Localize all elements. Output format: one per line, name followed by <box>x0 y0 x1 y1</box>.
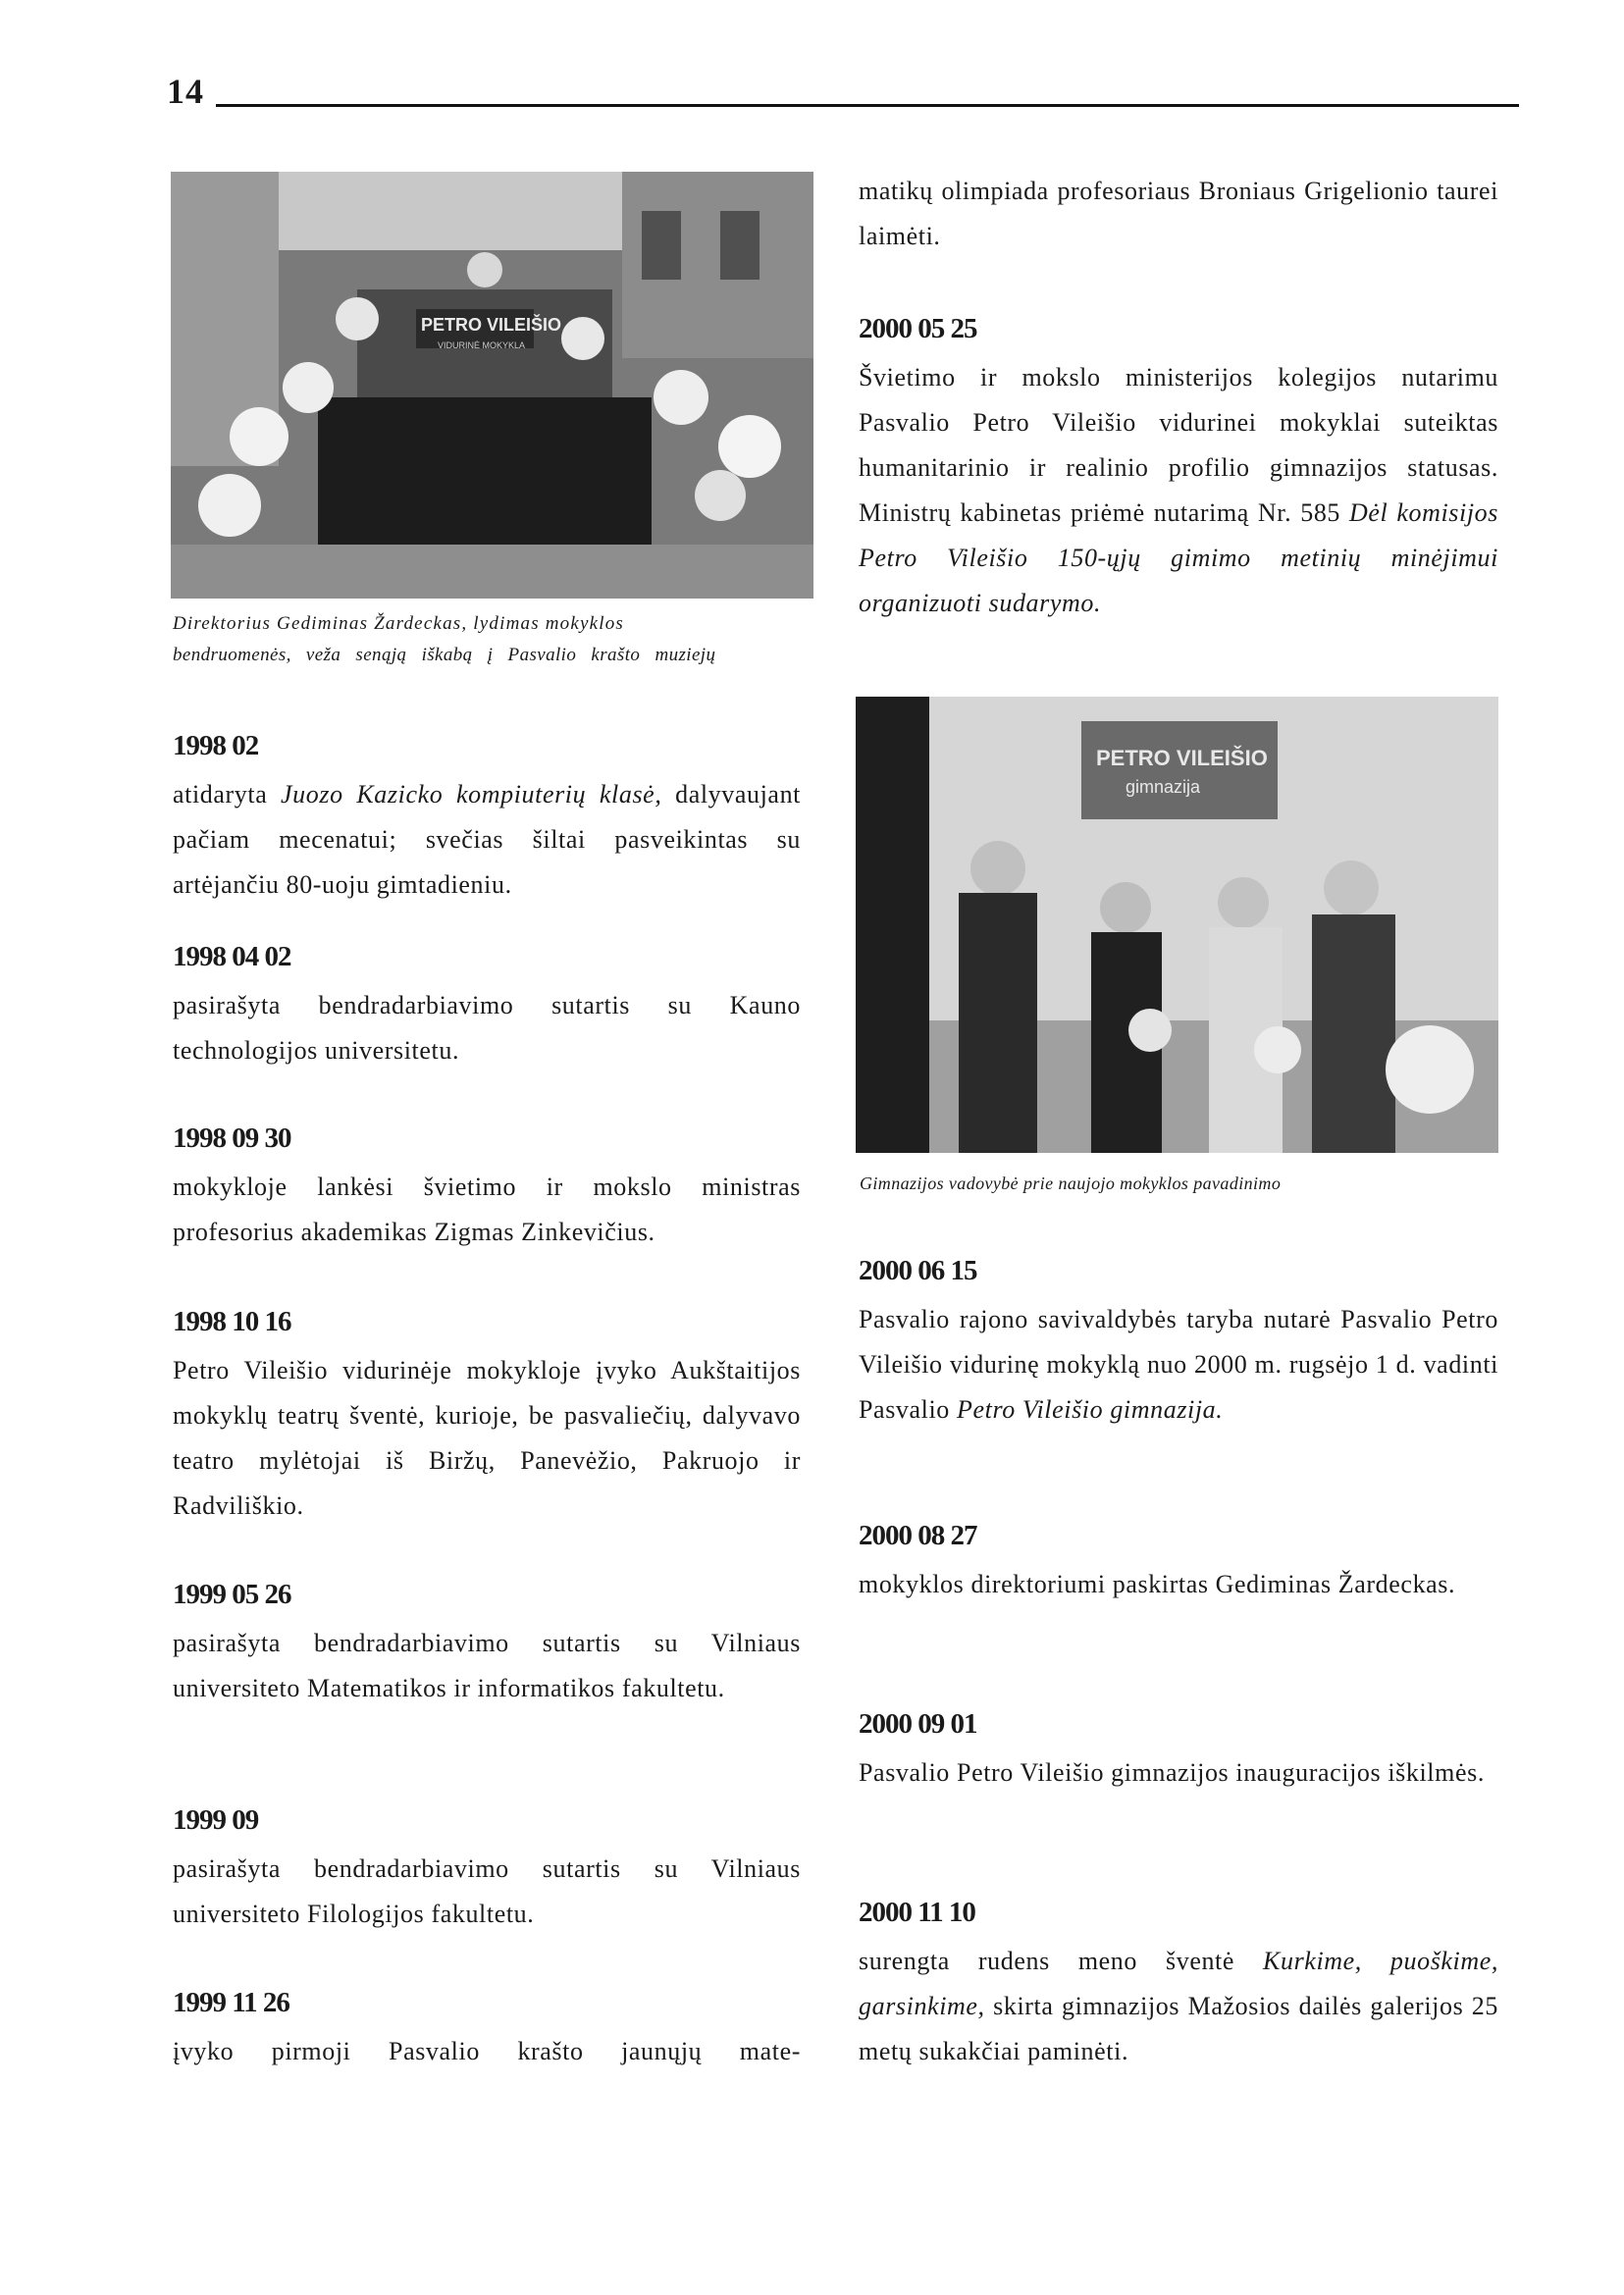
photo1-sign-text: PETRO VILEIŠIO <box>421 315 562 335</box>
entry-1999-05-26 <box>173 1578 801 1711</box>
entry-text-plain: Pasvalio rajono savivaldybės taryba nutarė Pasvalio Petro Vileišio vidurinę mokyklą nuo 2000 m. rugsėjo 1 d. vadinti Pasvalio <box>859 1305 1498 1424</box>
entry-date: 1999 11 26 <box>173 1987 289 2018</box>
entry-text: pasirašyta bendradarbiavimo sutartis su Vilniaus universiteto Filologijos fakultetu. <box>173 1854 801 1928</box>
page-number: 14 <box>167 72 204 111</box>
entry-text <box>859 1297 1498 1433</box>
entry-text-plain: skirta gimnazijos Mažosios dailės galerijos 25 metų sukakčiai paminėti. <box>859 1992 1498 2065</box>
entry-text <box>859 355 1498 626</box>
entry-1999-11-26 <box>173 1986 801 2074</box>
entry-text <box>173 772 801 908</box>
photo1-caption-line2: bendruomenės, veža senąją iškabą į Pasvalio krašto muziejų <box>173 645 716 665</box>
entry-text-plain: atidaryta <box>173 780 282 808</box>
entry-2000-09-01 <box>859 1707 1498 1796</box>
entry-2000-05-25 <box>859 312 1498 626</box>
entry-text <box>859 1939 1498 2074</box>
entry-text: įvyko pirmoji Pasvalio krašto jaunųjų mate- <box>173 2037 801 2065</box>
right-continuation <box>859 169 1498 259</box>
entry-date: 1999 09 <box>173 1804 259 1836</box>
entry-text-italic: Dėl komisijos Petro Vileišio 150-ųjų gimimo metinių minėjimui organizuoti sudarymo. <box>859 498 1498 617</box>
entry-1998-10-16 <box>173 1305 801 1529</box>
photo1-caption-line1: Direktorius Gediminas Žardeckas, lydimas mokyklos <box>173 613 625 634</box>
photo-procession <box>171 172 813 599</box>
entry-text: Pasvalio Petro Vileišio gimnazijos inauguracijos iškilmės. <box>859 1758 1485 1787</box>
entry-2000-08-27 <box>859 1519 1498 1607</box>
entry-text-plain: Švietimo ir mokslo ministerijos kolegijos nutarimu Pasvalio Petro Vileišio vidurinei mokyklai suteiktas humanitarinio ir realinio profilio gimnazijos statusas. Ministrų kabinetas priėmė nutarimą Nr. 585 <box>859 363 1498 527</box>
entry-1998-04-02 <box>173 940 801 1073</box>
entry-1999-09 <box>173 1803 801 1937</box>
photo2-caption: Gimnazijos vadovybė prie naujojo mokyklos pavadinimo <box>860 1174 1282 1193</box>
entry-date: 1998 10 16 <box>173 1306 291 1337</box>
entry-text: mokyklos direktoriumi paskirtas Gediminas Žardeckas. <box>859 1570 1456 1598</box>
entry-text: pasirašyta bendradarbiavimo sutartis su Kauno technologijos universitetu. <box>173 991 801 1065</box>
photo1-sign-sub: VIDURINĖ MOKYKLA <box>438 340 526 350</box>
entry-text-plain: surengta rudens meno šventė <box>859 1947 1264 1975</box>
entry-date: 1998 04 02 <box>173 941 291 972</box>
entry-text: Petro Vileišio vidurinėje mokykloje įvyko Aukštaitijos mokyklų teatrų šventė, kurioje, be pasvaliečių, dalyvavo teatro mylėtojai iš Biržų, Panevėžio, Pakruojo ir Radviliškio. <box>173 1356 801 1520</box>
entry-date: 1999 05 26 <box>173 1579 291 1610</box>
entry-date: 2000 08 27 <box>859 1520 977 1551</box>
entry-2000-11-10 <box>859 1896 1498 2074</box>
entry-text: mokykloje lankėsi švietimo ir mokslo ministras profesorius akademikas Zigmas Zinkevičius. <box>173 1173 801 1246</box>
photo1-caption <box>173 608 811 671</box>
entry-date: 2000 06 15 <box>859 1255 977 1286</box>
entry-2000-06-15 <box>859 1254 1498 1433</box>
continuation-text: matikų olimpiada profesoriaus Broniaus Grigelionio taurei laimėti. <box>859 177 1498 250</box>
entry-text-italic: Kurkime, puoškime, garsinkime, <box>859 1947 1498 2020</box>
photo2-sign-text: PETRO VILEIŠIO <box>1096 746 1268 770</box>
entry-text: pasirašyta bendradarbiavimo sutartis su Vilniaus universiteto Matematikos ir informatikos fakultetu. <box>173 1629 801 1702</box>
entry-text-italic: Petro Vileišio gimnazija. <box>957 1395 1224 1424</box>
entry-text-italic: Juozo Kazicko kompiuterių klasė, <box>281 780 662 808</box>
photo-gymnasium-leadership <box>856 697 1498 1153</box>
entry-date: 1998 02 <box>173 730 259 761</box>
entry-1998-02 <box>173 729 801 908</box>
entry-text-plain: dalyvaujant pačiam mecenatui; svečias šiltai pasveikintas su artėjančiu 80-uoju gimtadieniu. <box>173 780 801 899</box>
entry-date: 2000 05 25 <box>859 313 977 344</box>
entry-date: 1998 09 30 <box>173 1122 291 1154</box>
entry-date: 2000 11 10 <box>859 1897 975 1928</box>
photo2-sign-sub: gimnazija <box>1126 777 1201 797</box>
header-rule <box>216 104 1519 107</box>
entry-1998-09-30 <box>173 1121 801 1255</box>
entry-date: 2000 09 01 <box>859 1708 977 1740</box>
